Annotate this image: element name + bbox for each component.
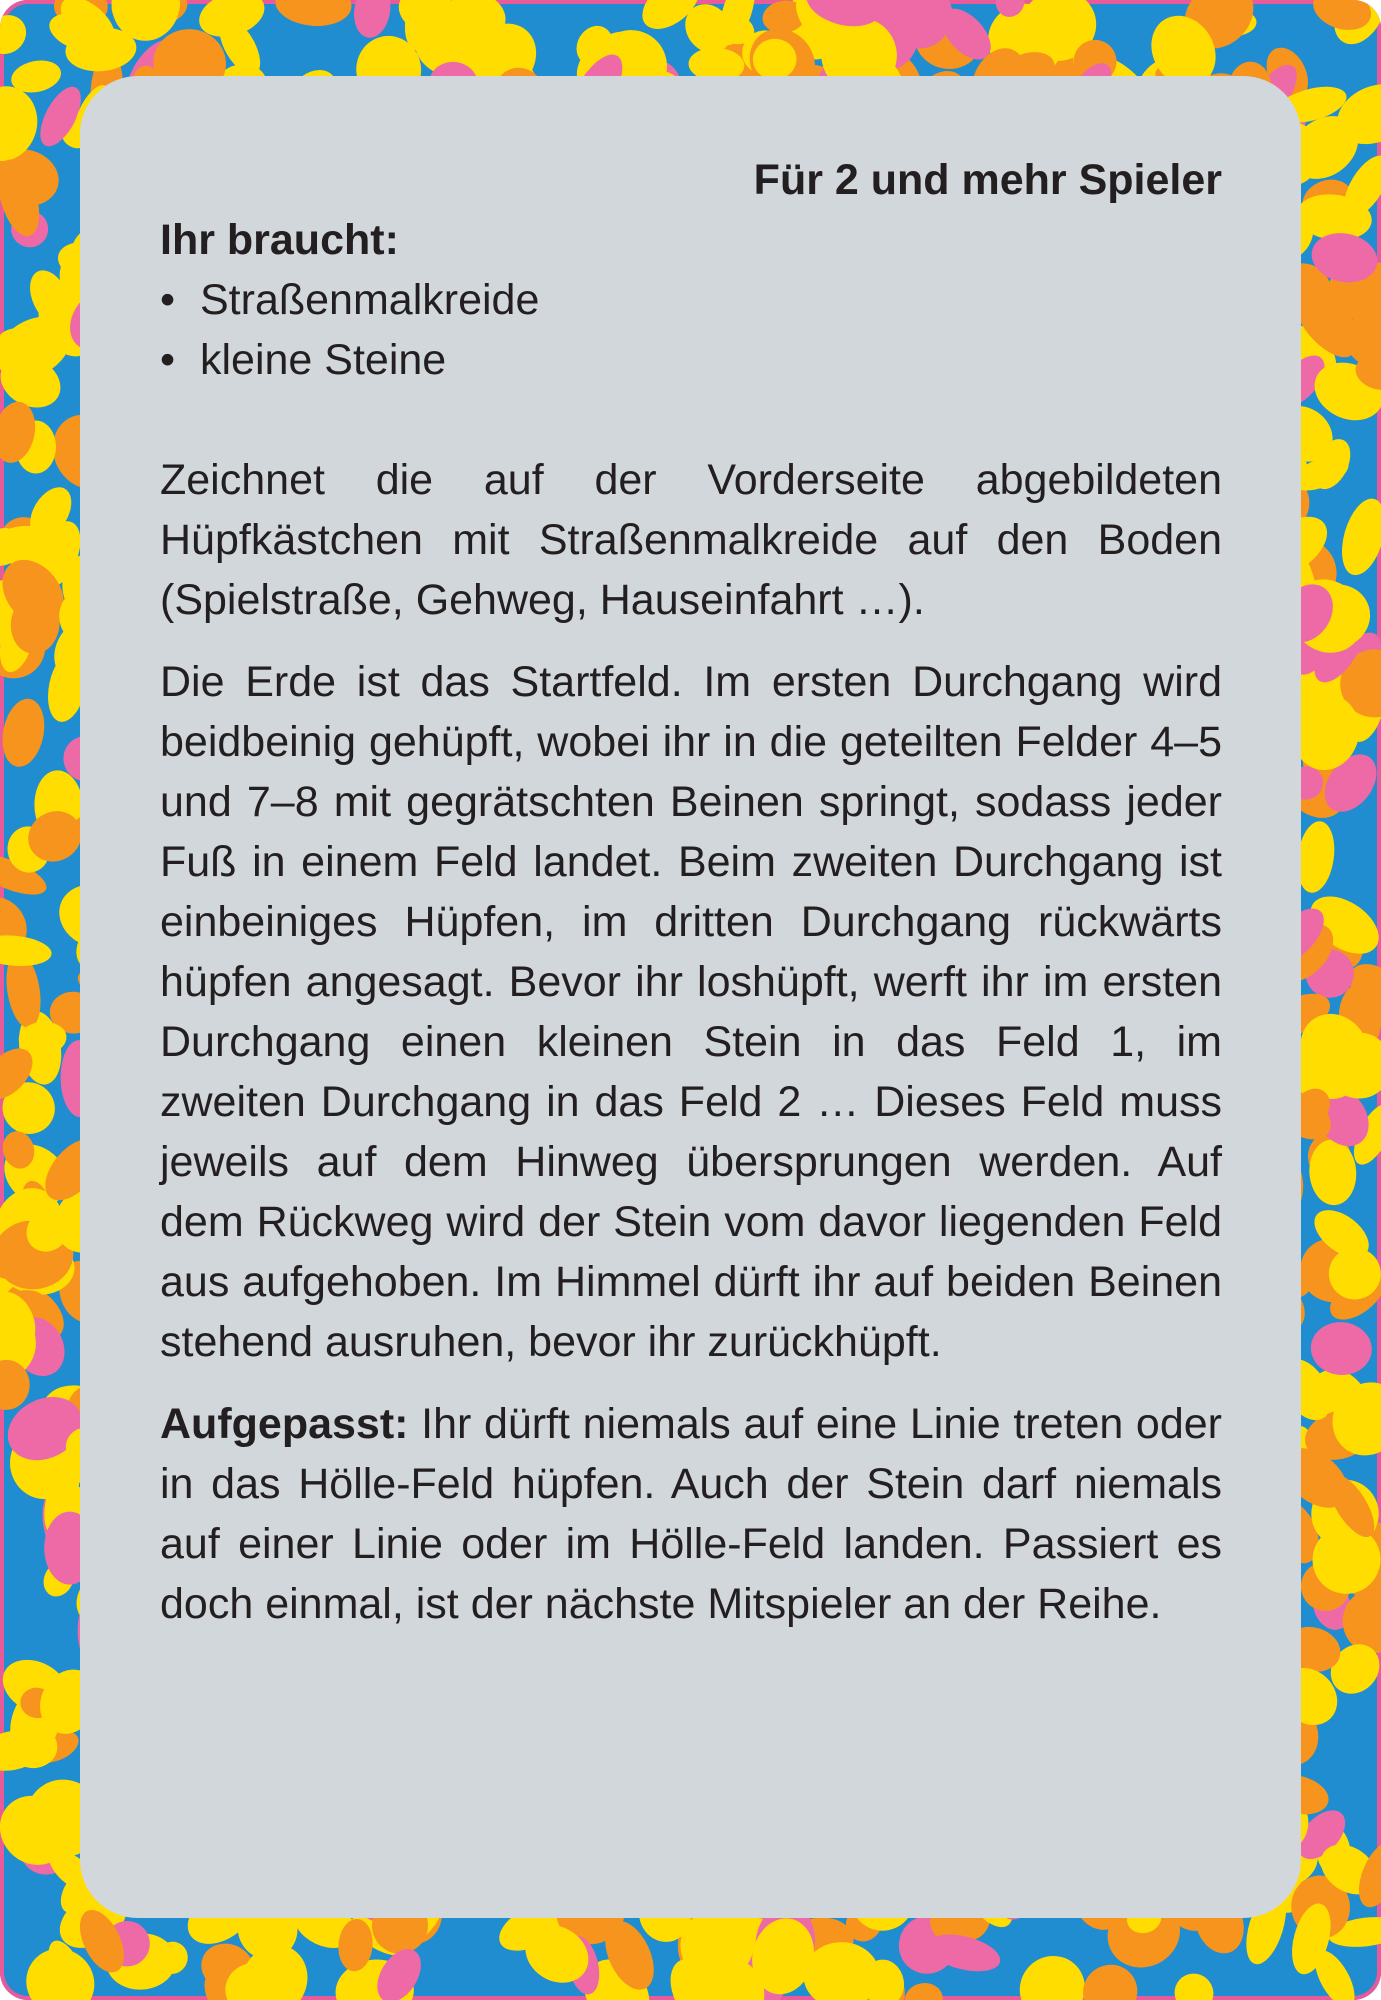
- confetti-spot: [0, 7, 34, 62]
- confetti-spot: [273, 0, 353, 29]
- player-count: Für 2 und mehr Spieler: [753, 156, 1222, 204]
- confetti-spot: [1309, 1320, 1374, 1378]
- confetti-spot: [0, 695, 50, 770]
- list-item: [160, 330, 1222, 390]
- materials-title: Ihr braucht:: [160, 216, 399, 264]
- confetti-spot: [350, 0, 394, 40]
- list-item: [160, 270, 1222, 330]
- material-label: Straßenmalkreide: [200, 276, 540, 324]
- confetti-spot: [1167, 1966, 1222, 2000]
- rules-paragraph: Die Erde ist das Startfeld. Im ersten Durchgang wird beidbeinig gehüpft, wobei ihr in die geteilten Felder 4–5 und 7–8 mit gegrätschten Beinen springt, sodass jeder Fuß in einem Feld landet. Beim zweiten Durchgang ist einbeiniges Hüpfen, im dritten Durchgang rückwärts hüpfen angesagt. Bevor ihr loshüpft, werft ihr im ersten Durchgang einen kleinen Stein in das Feld 1, im zweiten Durchgang in das Feld 2 … Dieses Feld muss jeweils auf dem Hinweg übersprungen werden. Auf dem Rückweg wird der Stein vom davor liegenden Feld aus aufgehoben. Im Himmel dürft ihr auf beiden Beinen stehend ausruhen, bevor ihr zurückhüpft.: [160, 658, 1222, 1366]
- confetti-spot: [0, 932, 53, 968]
- warning-label: Aufgepasst:: [160, 1400, 409, 1448]
- confetti-spot: [1334, 494, 1381, 580]
- confetti-spot: [903, 1981, 944, 2000]
- materials-list: [160, 270, 1222, 390]
- warning-text: Ihr dürft niemals auf eine Linie treten oder in das Hölle-Feld hüpfen. Auch der Stein darf niemals auf einer Linie oder im Hölle-Feld landen. Passiert es doch einmal, ist der nächste Mitspieler an der Reihe.: [160, 1400, 1222, 1628]
- bullet-icon: •: [160, 276, 176, 324]
- material-label: kleine Steine: [200, 336, 447, 384]
- setup-paragraph: Zeichnet die auf der Vorderseite abgebildeten Hüpfkästchen mit Straßenmalkreide auf den Boden (Spielstraße, Gehweg, Hauseinfahrt …).: [160, 456, 1222, 624]
- card-content: [160, 150, 1222, 1634]
- bullet-icon: •: [160, 336, 176, 384]
- warning-paragraph: [160, 1394, 1222, 1634]
